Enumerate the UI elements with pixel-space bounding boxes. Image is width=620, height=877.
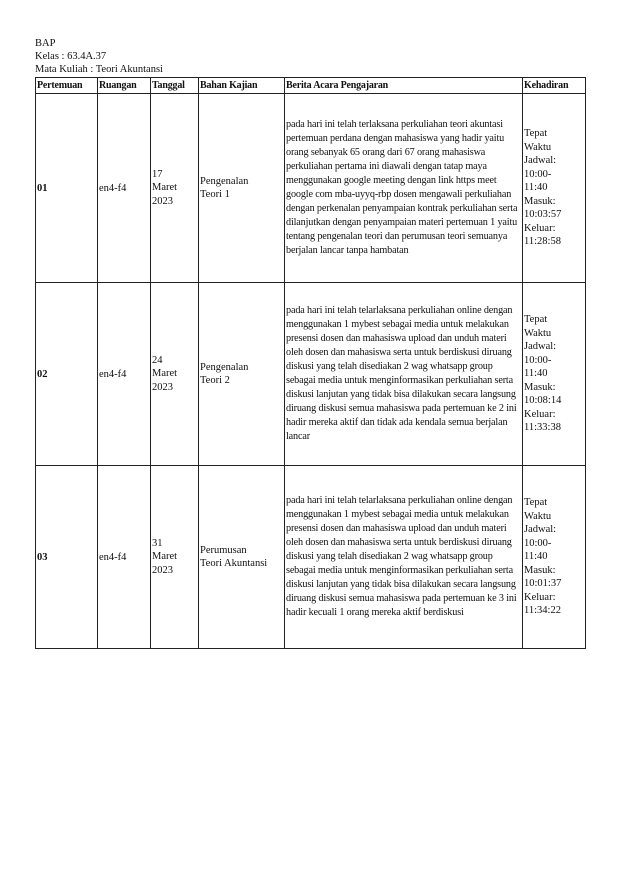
ruangan-cell: en4-f4 xyxy=(98,94,151,283)
tanggal-month: Maret xyxy=(152,551,178,563)
kehadiran-cell xyxy=(523,94,586,283)
column-header-berita-acara: Berita Acara Pengajaran xyxy=(285,78,523,94)
column-header-kehadiran: Kehadiran xyxy=(523,78,586,94)
bahan-kajian-cell xyxy=(199,466,285,649)
pertemuan-cell: 01 xyxy=(36,94,98,283)
kehadiran-line: Masuk: xyxy=(524,564,556,576)
tanggal-cell xyxy=(151,466,199,649)
kehadiran-line: 11:34:22 xyxy=(524,605,561,617)
kehadiran-cell xyxy=(523,283,586,466)
table-row xyxy=(36,283,586,466)
course-info: Mata Kuliah : Teori Akuntansi xyxy=(35,64,163,75)
kehadiran-line: 11:40 xyxy=(524,368,548,380)
pertemuan-cell: 02 xyxy=(36,283,98,466)
bap-table xyxy=(35,77,586,649)
kehadiran-line: Waktu xyxy=(524,510,552,522)
bahan-kajian-line: Perumusan xyxy=(200,544,247,556)
bahan-kajian-line: Pengenalan xyxy=(200,361,249,373)
kehadiran-line: Waktu xyxy=(524,327,552,339)
kehadiran-line: 11:40 xyxy=(524,182,548,194)
kehadiran-line: Jadwal: xyxy=(524,155,557,167)
class-info: Kelas : 63.4A.37 xyxy=(35,51,107,62)
tanggal-month: Maret xyxy=(152,368,178,380)
table-row xyxy=(36,94,586,283)
tanggal-month: Maret xyxy=(152,182,178,194)
pertemuan-cell: 03 xyxy=(36,466,98,649)
kehadiran-line: Keluar: xyxy=(524,591,556,603)
bahan-kajian-cell xyxy=(199,94,285,283)
tanggal-year: 2023 xyxy=(152,195,173,207)
tanggal-day: 24 xyxy=(152,354,163,366)
kehadiran-line: Jadwal: xyxy=(524,524,557,536)
tanggal-day: 31 xyxy=(152,537,163,549)
kehadiran-line: 11:28:58 xyxy=(524,236,561,248)
kehadiran-line: 11:40 xyxy=(524,551,548,563)
column-header-bahan-kajian: Bahan Kajian xyxy=(199,78,285,94)
ruangan-cell: en4-f4 xyxy=(98,283,151,466)
berita-acara-cell: pada hari ini telah telarlaksana perkuliahan online dengan menggunakan 1 mybest sebagai media untuk melakukan presensi dosen dan mahasiswa upload dan unduh materi oleh dosen dan mahasiswa serta untuk berdiskusi diruang diskusi yang telah disediakan 2 wag whatsapp group sebagai media untuk menginformasikan perkuliahan serta diskusi lanjutan yang tidak bisa dilakukan secara langsung diruang diskusi semua mahasiswa pada pertemuan ke 2 ini hadir mereka aktif dan tidak ada kendala semua berjalan lancar xyxy=(285,283,523,466)
column-header-ruangan: Ruangan xyxy=(98,78,151,94)
kehadiran-line: 10:01:37 xyxy=(524,578,562,590)
berita-acara-cell: pada hari ini telah terlaksana perkuliahan teori akuntasi pertemuan perdana dengan mahasiswa yang hadir yaitu orang sebanyak 65 orang dari 67 orang mahasiswa perkuliahan pertama ini diawali dengan tatap maya menggunakan google meeting dengan link https meet google com mba-uyyq-rbp dosen mengawali perkuliahan dengan perkenalan penyampaian kontrak perkuliahan serta dilanjutkan dengan penyampaian materi pertemuan 1 yaitu tentang pengenalan teori dan perumusan teori semuanya berjalan lancar tanpa hambatan xyxy=(285,94,523,283)
bahan-kajian-line: Pengenalan xyxy=(200,175,249,187)
bahan-kajian-line: Teori 1 xyxy=(200,189,230,200)
column-header-pertemuan: Pertemuan xyxy=(36,78,98,94)
kehadiran-cell xyxy=(523,466,586,649)
document-page xyxy=(35,37,585,649)
kehadiran-line: 10:00- xyxy=(524,537,552,549)
kehadiran-line: 10:00- xyxy=(524,168,552,180)
kehadiran-line: 10:08:14 xyxy=(524,395,562,407)
kehadiran-line: Waktu xyxy=(524,141,552,153)
kehadiran-line: 10:03:57 xyxy=(524,209,562,221)
column-header-tanggal: Tanggal xyxy=(151,78,199,94)
document-title: BAP xyxy=(35,38,56,49)
kehadiran-line: 11:33:38 xyxy=(524,422,561,434)
tanggal-year: 2023 xyxy=(152,381,173,393)
kehadiran-line: Keluar: xyxy=(524,408,556,420)
kehadiran-line: Tepat xyxy=(524,128,548,140)
table-header-row xyxy=(36,78,586,94)
kehadiran-line: Tepat xyxy=(524,497,548,509)
bahan-kajian-line: Teori Akuntansi xyxy=(200,558,268,569)
bahan-kajian-cell xyxy=(199,283,285,466)
tanggal-year: 2023 xyxy=(152,564,173,576)
bahan-kajian-line: Teori 2 xyxy=(200,375,230,386)
kehadiran-line: Masuk: xyxy=(524,195,556,207)
berita-acara-cell: pada hari ini telah telarlaksana perkuliahan online dengan menggunakan 1 mybest sebagai media untuk melakukan presensi dosen dan mahasiswa upload dan unduh materi oleh dosen dan mahasiswa serta untuk berdiskusi diruang diskusi yang telah disediakan 2 wag whatsapp group sebagai media untuk menginformasikan perkuliahan serta diskusi lanjutan yang tidak bisa dilakukan secara langsung diruang diskusi semua mahasiswa pada pertemuan ke 3 ini hadir kecuali 1 orang mereka aktif berdiskusi xyxy=(285,466,523,649)
kehadiran-line: Tepat xyxy=(524,314,548,326)
ruangan-cell: en4-f4 xyxy=(98,466,151,649)
table-row xyxy=(36,466,586,649)
kehadiran-line: Jadwal: xyxy=(524,341,557,353)
kehadiran-line: Keluar: xyxy=(524,222,556,234)
tanggal-day: 17 xyxy=(152,168,163,180)
tanggal-cell xyxy=(151,94,199,283)
tanggal-cell xyxy=(151,283,199,466)
kehadiran-line: 10:00- xyxy=(524,354,552,366)
kehadiran-line: Masuk: xyxy=(524,381,556,393)
